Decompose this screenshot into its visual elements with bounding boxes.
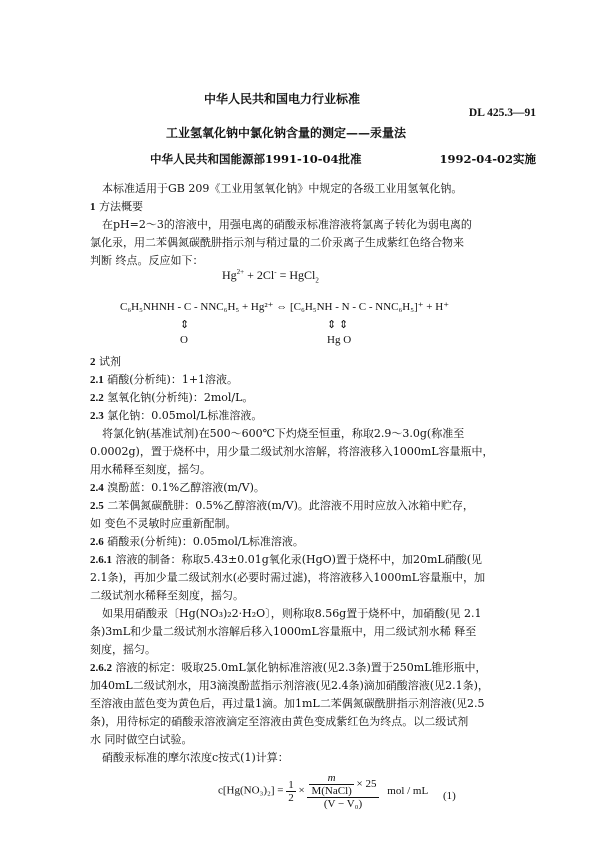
equation-label-hg-o: Hg O [327,334,352,346]
standard-code: DL 425.3—91 [468,107,536,119]
item-text: 氢氧化钠(分析纯)：2mol/L。 [107,391,254,404]
item-number: 2.3 [90,410,104,422]
item-number: 2.6.1 [90,554,112,566]
formula-label: (1) [443,790,456,802]
section-1-line: 在pH=2～3的溶液中，用强电离的硝酸汞标准溶液将氯离子转化为弱电离的 [102,218,472,231]
item-number: 2.6 [90,536,104,548]
section-1-heading [90,198,143,216]
item-text: 溶液的制备：称取5.43±0.01g氧化汞(HgO)置于烧杯中，加20mL硝酸(见 [115,553,483,566]
document-title: 工业氢氧化钠中氯化钠含量的测定——汞量法 [166,126,407,140]
fraction-half: $\frac{1}{2}$ [288,778,294,804]
formula-1: c[Hg(NO₃)₂] = $\frac{1}{2}$ × $\frac{m}{\text{M(NaCl)}}$ × 25 (V − V₀) mol / mL [218,772,429,810]
reaction-equation-1: $Hg^{2+} + 2Cl^-$ = HgCl$_2$ [222,268,319,285]
implementation-date: 1992-04-02实施 [439,152,536,166]
standard-organization: 中华人民共和国电力行业标准 [204,92,361,106]
section-1-line: 判断 终点。反应如下： [90,254,204,267]
paragraph-line: 条)，用待标定的硝酸汞溶液滴定至溶液由黄色变成紫红色为终点。以二级试剂 [90,715,469,728]
paragraph-line: 如果用硝酸汞〔Hg(NO₃)₂2·H₂O〕，则称取8.56g置于烧杯中，加硝酸(见 2.1 [102,607,482,620]
paragraph-line: 2.1条)，再加少量二级试剂水(必要时需过滤)，将溶液移入1000mL容量瓶中，加 [90,571,486,584]
section-title: 方法概要 [99,200,143,213]
intro-paragraph: 本标准适用于GB 209《工业用氢氧化钠》中规定的各级工业用氢氧化钠。 [102,182,463,195]
paragraph-line: 刻度，摇匀。 [90,643,156,656]
section-1-line: 氯化汞，用二苯偶氮碳酰肼指示剂与稍过量的二价汞离子生成紫红色络合物来 [90,236,464,249]
item-text: 硝酸汞(分析纯)：0.05mol/L标准溶液。 [107,535,304,548]
item-text: 溴酚蓝：0.1%乙醇溶液(m/V)。 [107,481,265,494]
paragraph-line: 至溶液由蓝色变为黄色后，再过量1滴。加1mL二苯偶氮碳酰肼指示剂溶液(见2.5 [90,697,485,710]
reagent-item [90,497,474,515]
reagent-item [90,533,304,551]
item-text: 硝酸(分析纯)：1+1溶液。 [107,373,239,386]
paragraph-line: 条)3mL和少量二级试剂水溶解后移入1000mL容量瓶中，用二级试剂水稀 释至 [90,625,477,638]
paragraph-line: 水 同时做空白试验。 [90,733,193,746]
section-number: 2 [90,356,96,368]
item-text: 氯化钠：0.05mol/L标准溶液。 [107,409,263,422]
paragraph-line: 如 变色不灵敏时应重新配制。 [90,517,237,530]
paragraph-line: 0.0002g)，置于烧杯中，用少量二级试剂水溶解，将溶液移入1000mL容量瓶中， [90,445,494,458]
item-number: 2.1 [90,374,104,386]
fraction-main: $\frac{m}{\text{M(NaCl)}}$ × 25 (V − V₀) [307,772,378,810]
equation-label-o: O [180,334,188,346]
item-number: 2.4 [90,482,104,494]
reagent-item [90,389,253,407]
item-text: 二苯偶氮碳酰肼：0.5%乙醇溶液(m/V)。此溶液不用时应放入冰箱中贮存， [107,499,474,512]
item-text: 溶液的标定：吸取25.0mL氯化钠标准溶液(见2.3条)置于250mL锥形瓶中， [115,661,487,674]
item-number: 2.5 [90,500,104,512]
formula-unit: mol / mL [387,784,429,797]
approval-info: 中华人民共和国能源部1991-10-04批准 [150,152,362,166]
paragraph-line: 用水稀释至刻度，摇匀。 [90,463,211,476]
reagent-item [90,371,238,389]
item-number: 2.6.2 [90,662,112,674]
section-2-heading [90,353,121,371]
section-title: 试剂 [99,355,121,368]
reaction-equation-2: C₆H₅NHNH - C - NNC₆H₅ + Hg²⁺ ⇔ [C₆H₅NH - N - C - NNC₆H₅]⁺ + H⁺ [120,301,450,313]
paragraph-line: 加40mL二级试剂水，用3滴溴酚蓝指示剂溶液(见2.4条)滴加硝酸溶液(见2.1条)， [90,679,489,692]
reagent-item [90,479,265,497]
reagent-item [90,407,262,425]
reagent-item [90,551,482,569]
reagent-item [90,659,487,677]
paragraph-line: 二级试剂水稀释至刻度，摇匀。 [90,589,244,602]
arrow-icon: ⇕ [180,319,190,331]
paragraph-line: 将氯化钠(基准试剂)在500～600℃下灼烧至恒重，称取2.9～3.0g(称准至 [102,427,465,440]
arrow-icon: ⇕ ⇕ [327,319,349,331]
item-number: 2.2 [90,392,104,404]
paragraph-line: 硝酸汞标准的摩尔浓度c按式(1)计算： [102,751,289,764]
section-number: 1 [90,201,96,213]
formula-lhs: c[Hg(NO₃)₂] = [218,784,284,797]
